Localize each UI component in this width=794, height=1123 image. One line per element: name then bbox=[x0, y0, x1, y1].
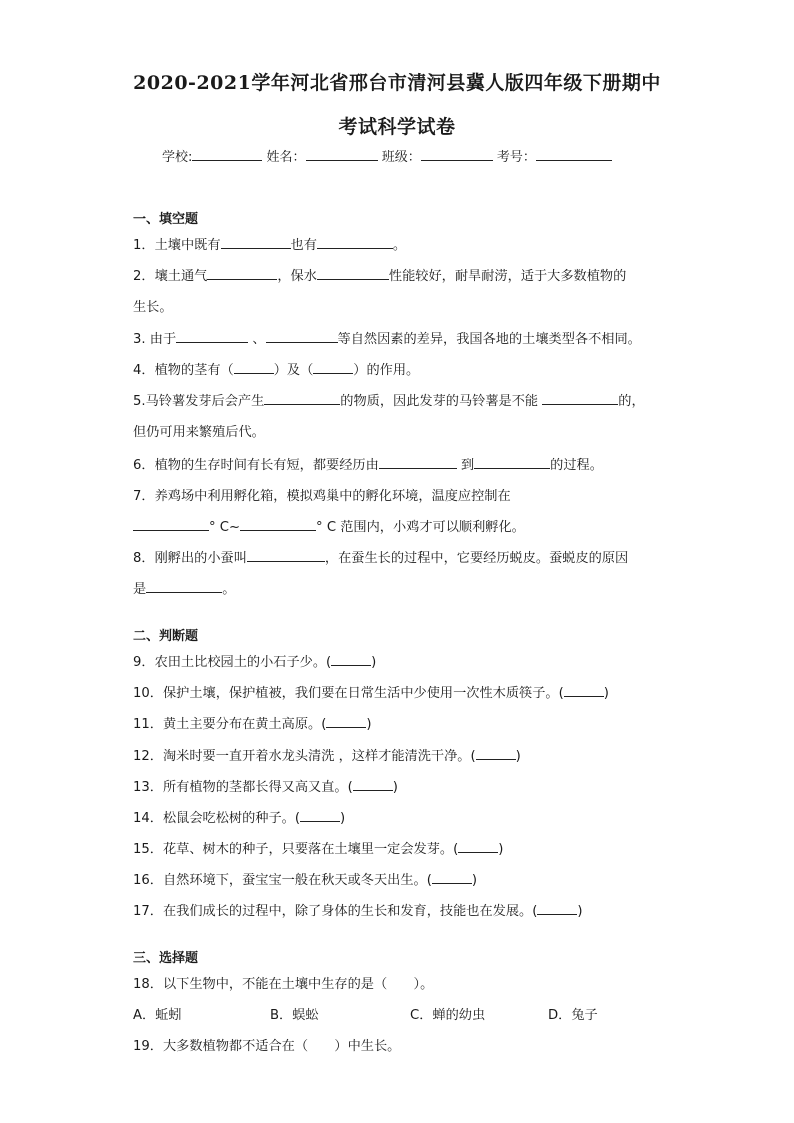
answer-blank[interactable] bbox=[247, 549, 325, 562]
question-8-cont: 是 。 bbox=[133, 582, 236, 597]
answer-blank[interactable] bbox=[458, 840, 498, 853]
question-3: 3. 由于 、 等自然因素的差异，我国各地的土壤类型各不相同。 bbox=[133, 332, 641, 347]
school-label: 学校: bbox=[162, 150, 193, 165]
question-9: 9．农田土比校园土的小石子少。( ) bbox=[133, 655, 377, 670]
question-1: 1．土壤中既有 也有 。 bbox=[133, 238, 407, 253]
answer-blank[interactable] bbox=[264, 392, 340, 405]
question-17: 17．在我们成长的过程中，除了身体的生长和发育，技能也在发展。( ) bbox=[133, 904, 583, 919]
section-multiple-choice: 三、选择题 bbox=[133, 951, 199, 966]
answer-blank[interactable] bbox=[564, 684, 604, 697]
exam-title-line2: 考试科学试卷 bbox=[338, 116, 456, 138]
answer-blank[interactable] bbox=[317, 236, 393, 249]
section-true-false: 二、判断题 bbox=[133, 629, 199, 644]
school-field[interactable] bbox=[192, 148, 262, 161]
answer-blank[interactable] bbox=[240, 518, 316, 531]
answer-blank[interactable] bbox=[379, 456, 457, 469]
question-5: 5.马铃薯发芽后会产生 的物质，因此发芽的马铃薯是不能 的， bbox=[133, 394, 645, 409]
question-6: 6．植物的生存时间有长有短，都要经历由 到 的过程。 bbox=[133, 458, 603, 473]
answer-blank[interactable] bbox=[313, 361, 353, 374]
answer-blank[interactable] bbox=[353, 778, 393, 791]
answer-blank[interactable] bbox=[221, 236, 291, 249]
answer-blank[interactable] bbox=[133, 518, 209, 531]
option-a[interactable]: A．蚯蚓 bbox=[133, 1008, 182, 1023]
answer-blank[interactable] bbox=[326, 715, 366, 728]
question-8: 8．刚孵出的小蚕叫 ，在蚕生长的过程中，它要经历蜕皮。蚕蜕皮的原因 bbox=[133, 551, 629, 566]
question-5-cont: 但仍可用来繁殖后代。 bbox=[133, 425, 265, 440]
question-7: 7．养鸡场中利用孵化箱，模拟鸡巢中的孵化环境，温度应控制在 bbox=[133, 489, 511, 504]
question-7-cont: ° C~ ° C 范围内，小鸡才可以顺利孵化。 bbox=[133, 516, 525, 535]
number-field[interactable] bbox=[536, 148, 612, 161]
name-label: 姓名： bbox=[266, 150, 306, 165]
answer-blank[interactable] bbox=[234, 361, 274, 374]
question-19: 19．大多数植物都不适合在（ ）中生长。 bbox=[133, 1039, 401, 1054]
question-18: 18．以下生物中，不能在土壤中生存的是（ ）。 bbox=[133, 977, 434, 992]
answer-blank[interactable] bbox=[432, 871, 472, 884]
question-2-cont: 生长。 bbox=[133, 300, 173, 315]
question-16: 16．自然环境下，蚕宝宝一般在秋天或冬天出生。( ) bbox=[133, 873, 478, 888]
question-15: 15．花草、树木的种子，只要落在土壤里一定会发芽。( ) bbox=[133, 842, 504, 857]
question-4: 4．植物的茎有（ ）及（ ）的作用。 bbox=[133, 363, 420, 378]
answer-blank[interactable] bbox=[146, 580, 222, 593]
class-label: 班级： bbox=[381, 150, 421, 165]
student-info-row bbox=[162, 146, 612, 165]
answer-blank[interactable] bbox=[300, 809, 340, 822]
question-11: 11．黄土主要分布在黄土高原。( ) bbox=[133, 717, 372, 732]
question-13: 13．所有植物的茎都长得又高又直。( ) bbox=[133, 780, 398, 795]
option-d[interactable]: D．兔子 bbox=[548, 1008, 598, 1023]
question-10: 10．保护土壤，保护植被，我们要在日常生活中少使用一次性木质筷子。( ) bbox=[133, 686, 609, 701]
answer-blank[interactable] bbox=[207, 267, 277, 280]
option-b[interactable]: B．蜈蚣 bbox=[270, 1008, 319, 1023]
option-c[interactable]: C．蝉的幼虫 bbox=[410, 1008, 486, 1023]
question-12: 12．淘米时要一直开着水龙头清洗 ，这样才能清洗干净。( ) bbox=[133, 749, 521, 764]
class-field[interactable] bbox=[421, 148, 493, 161]
answer-blank[interactable] bbox=[317, 267, 389, 280]
answer-blank[interactable] bbox=[331, 653, 371, 666]
answer-blank[interactable] bbox=[176, 330, 248, 343]
answer-blank[interactable] bbox=[266, 330, 338, 343]
answer-blank[interactable] bbox=[537, 902, 577, 915]
question-2: 2．壤土通气 ，保水 性能较好，耐旱耐涝，适于大多数植物的 bbox=[133, 269, 627, 284]
number-label: 考号： bbox=[496, 150, 536, 165]
answer-blank[interactable] bbox=[474, 456, 550, 469]
answer-blank[interactable] bbox=[476, 747, 516, 760]
question-14: 14．松鼠会吃松树的种子。( ) bbox=[133, 811, 346, 826]
exam-title-line1: 2020-2021学年河北省邢台市清河县冀人版四年级下册期中 bbox=[133, 72, 661, 94]
section-fill-in: 一、填空题 bbox=[133, 212, 199, 227]
name-field[interactable] bbox=[306, 148, 378, 161]
answer-blank[interactable] bbox=[542, 392, 618, 405]
